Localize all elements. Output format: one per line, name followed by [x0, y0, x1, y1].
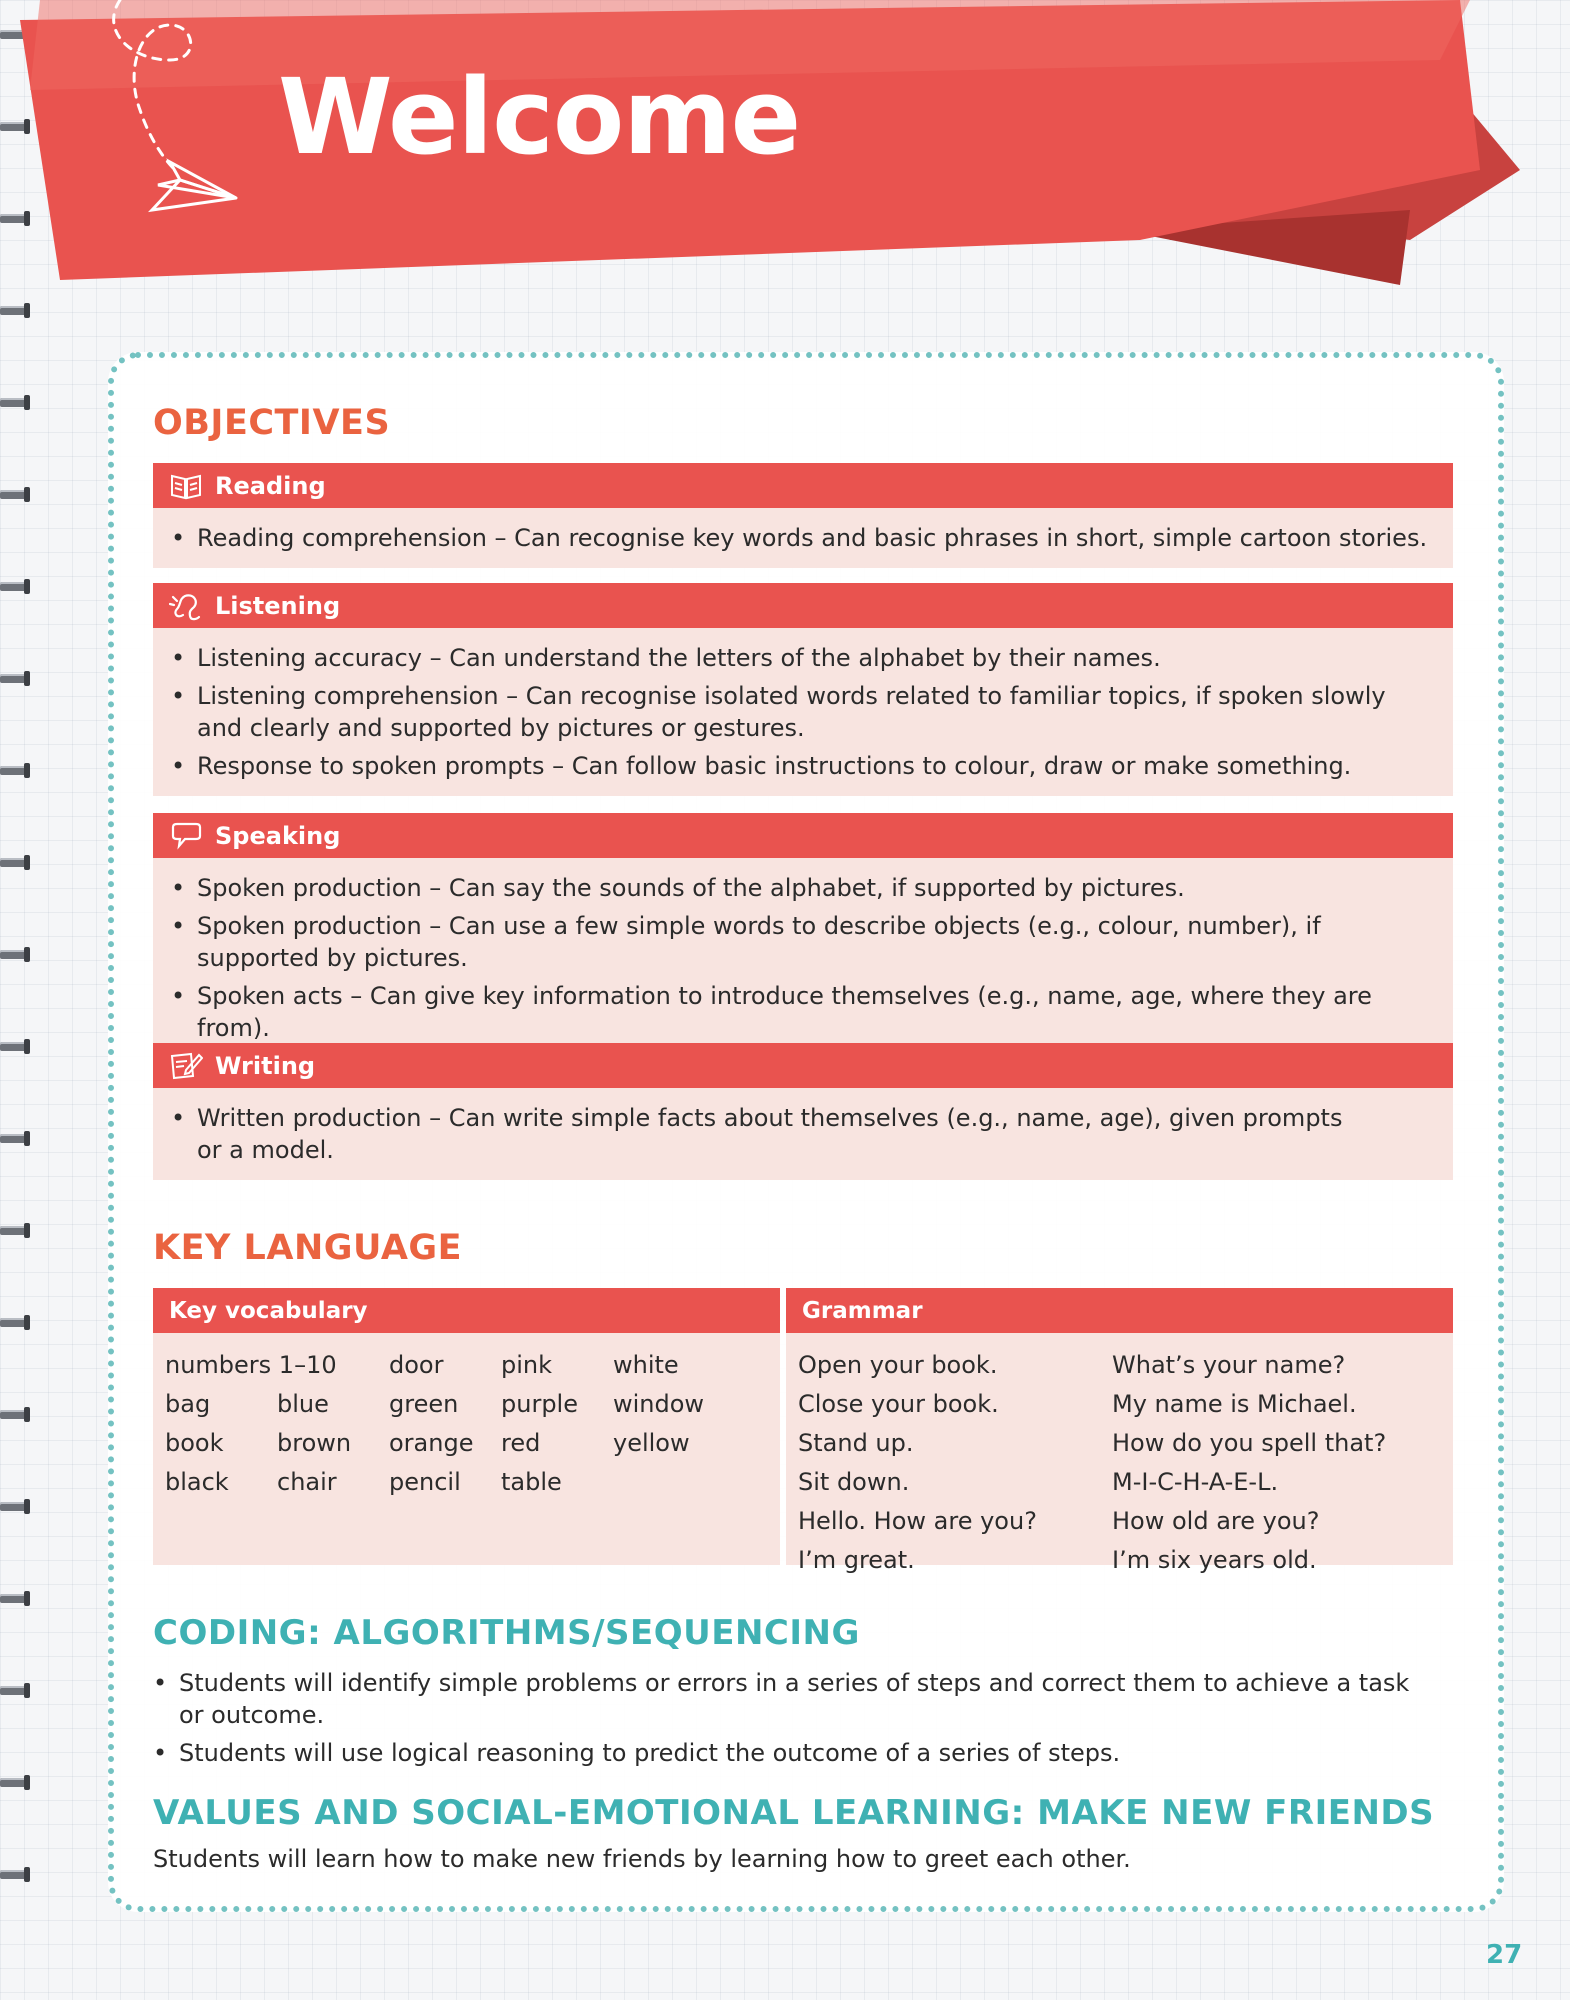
vocabulary-panel — [153, 1288, 780, 1565]
reading-header — [153, 463, 1453, 508]
spiral-ring — [0, 1400, 30, 1430]
reading-label: Reading — [215, 471, 326, 500]
table-row — [798, 1501, 1441, 1540]
spiral-ring — [0, 848, 30, 878]
vocab-word: bag — [165, 1389, 211, 1418]
spiral-binding — [0, 20, 32, 1960]
grammar-phrase: Close your book. — [798, 1389, 999, 1418]
reading-list — [171, 522, 1429, 554]
vocab-word: chair — [277, 1467, 337, 1496]
table-row — [165, 1423, 716, 1462]
table-row — [798, 1540, 1441, 1579]
vocab-word: green — [389, 1389, 459, 1418]
spiral-ring — [0, 1216, 30, 1246]
list-item: • Students will use logical reasoning to predict the outcome of a series of steps. — [153, 1737, 1413, 1769]
vocab-word: white — [613, 1350, 679, 1379]
spiral-ring — [0, 1308, 30, 1338]
list-item: • Reading comprehension – Can recognise key words and basic phrases in short, simple cartoon stories. — [171, 522, 1429, 554]
writing-label: Writing — [215, 1051, 316, 1080]
list-item: • Spoken production – Can say the sounds of the alphabet, if supported by pictures. — [171, 872, 1429, 904]
coding-heading: CODING: ALGORITHMS/SEQUENCING — [153, 1613, 860, 1653]
page-number: 27 — [1486, 1940, 1523, 1970]
table-row — [798, 1384, 1441, 1423]
spiral-ring — [0, 1860, 30, 1890]
listening-body — [153, 628, 1453, 796]
coding-list — [153, 1667, 1413, 1769]
writing-section — [153, 1043, 1453, 1180]
grammar-header: Grammar — [786, 1288, 1453, 1333]
vocab-word: pencil — [389, 1467, 461, 1496]
speaking-list — [171, 872, 1429, 1044]
vocab-word: brown — [277, 1428, 352, 1457]
table-row — [798, 1423, 1441, 1462]
spiral-ring — [0, 1584, 30, 1614]
values-heading: VALUES AND SOCIAL-EMOTIONAL LEARNING: MAKE NEW FRIENDS — [153, 1793, 1435, 1833]
list-item: • Spoken acts – Can give key information to introduce themselves (e.g., name, age, where they are from). — [171, 980, 1429, 1044]
book-icon — [169, 471, 203, 501]
grammar-phrase: Hello. How are you? — [798, 1506, 1037, 1535]
speech-bubble-icon — [169, 821, 203, 851]
reading-body — [153, 508, 1453, 568]
coding-section — [153, 1661, 1453, 1775]
vocabulary-table — [165, 1345, 716, 1501]
spiral-ring — [0, 940, 30, 970]
table-row — [165, 1384, 716, 1423]
vocab-word: numbers 1–10 — [165, 1350, 337, 1379]
list-item: • Spoken production – Can use a few simple words to describe objects (e.g., colour, number), if supported by pictures. — [171, 910, 1429, 974]
grammar-phrase: Sit down. — [798, 1467, 910, 1496]
vocab-word: red — [501, 1428, 541, 1457]
pencil-paper-icon — [169, 1051, 203, 1081]
vocab-word: black — [165, 1467, 229, 1496]
speaking-body — [153, 858, 1453, 1058]
ear-icon — [169, 591, 203, 621]
title-banner — [0, 0, 1570, 300]
spiral-ring — [0, 1032, 30, 1062]
spiral-ring — [0, 1124, 30, 1154]
spiral-ring — [0, 388, 30, 418]
list-item: • Listening accuracy – Can understand the letters of the alphabet by their names. — [171, 642, 1429, 674]
listening-section — [153, 583, 1453, 796]
grammar-phrase: How old are you? — [1112, 1506, 1320, 1535]
vocab-word: pink — [501, 1350, 553, 1379]
spiral-ring — [0, 1676, 30, 1706]
writing-header — [153, 1043, 1453, 1088]
vocabulary-header: Key vocabulary — [153, 1288, 780, 1333]
grammar-phrase: Open your book. — [798, 1350, 998, 1379]
list-item: • Listening comprehension – Can recognise isolated words related to familiar topics, if spoken slowly and clearly and supported by pictures or gestures. — [171, 680, 1429, 744]
values-text: Students will learn how to make new friends by learning how to greet each other. — [153, 1845, 1131, 1873]
vocab-word: window — [613, 1389, 705, 1418]
vocabulary-body — [153, 1333, 780, 1565]
vocab-word: purple — [501, 1389, 578, 1418]
table-row — [165, 1462, 716, 1501]
listening-header — [153, 583, 1453, 628]
table-row — [798, 1345, 1441, 1384]
vocab-word: orange — [389, 1428, 474, 1457]
speaking-section — [153, 813, 1453, 1058]
grammar-phrase: Stand up. — [798, 1428, 914, 1457]
speaking-label: Speaking — [215, 821, 341, 850]
spiral-ring — [0, 664, 30, 694]
grammar-phrase: What’s your name? — [1112, 1350, 1346, 1379]
spiral-ring — [0, 480, 30, 510]
listening-list — [171, 642, 1429, 782]
list-item: • Response to spoken prompts – Can follow basic instructions to colour, draw or make something. — [171, 750, 1429, 782]
grammar-table — [798, 1345, 1441, 1579]
grammar-panel — [786, 1288, 1453, 1574]
vocab-word: table — [501, 1467, 562, 1496]
reading-section — [153, 463, 1453, 568]
objectives-heading: OBJECTIVES — [153, 403, 391, 443]
grammar-phrase: My name is Michael. — [1112, 1389, 1357, 1418]
table-row — [798, 1462, 1441, 1501]
grammar-phrase: I’m great. — [798, 1545, 915, 1574]
list-item: • Students will identify simple problems or errors in a series of steps and correct them to achieve a task or outcome. — [153, 1667, 1413, 1731]
speaking-header — [153, 813, 1453, 858]
writing-list — [171, 1102, 1429, 1166]
listening-label: Listening — [215, 591, 341, 620]
key-language-heading: KEY LANGUAGE — [153, 1228, 463, 1268]
grammar-phrase: How do you spell that? — [1112, 1428, 1387, 1457]
grammar-phrase: M-I-C-H-A-E-L. — [1112, 1467, 1279, 1496]
spiral-ring — [0, 572, 30, 602]
vocab-word: book — [165, 1428, 224, 1457]
vocab-word — [613, 1462, 716, 1501]
grammar-phrase: I’m six years old. — [1112, 1545, 1317, 1574]
spiral-ring — [0, 1768, 30, 1798]
spiral-ring — [0, 296, 30, 326]
grammar-body — [786, 1333, 1453, 1574]
page-title: Welcome — [278, 56, 801, 178]
vocab-word: blue — [277, 1389, 329, 1418]
table-row — [165, 1345, 716, 1384]
writing-body — [153, 1088, 1453, 1180]
vocab-word: yellow — [613, 1428, 690, 1457]
spiral-ring — [0, 756, 30, 786]
spiral-ring — [0, 1492, 30, 1522]
vocab-word: door — [389, 1350, 444, 1379]
list-item: • Written production – Can write simple facts about themselves (e.g., name, age), given prompts or a model. — [171, 1102, 1429, 1166]
